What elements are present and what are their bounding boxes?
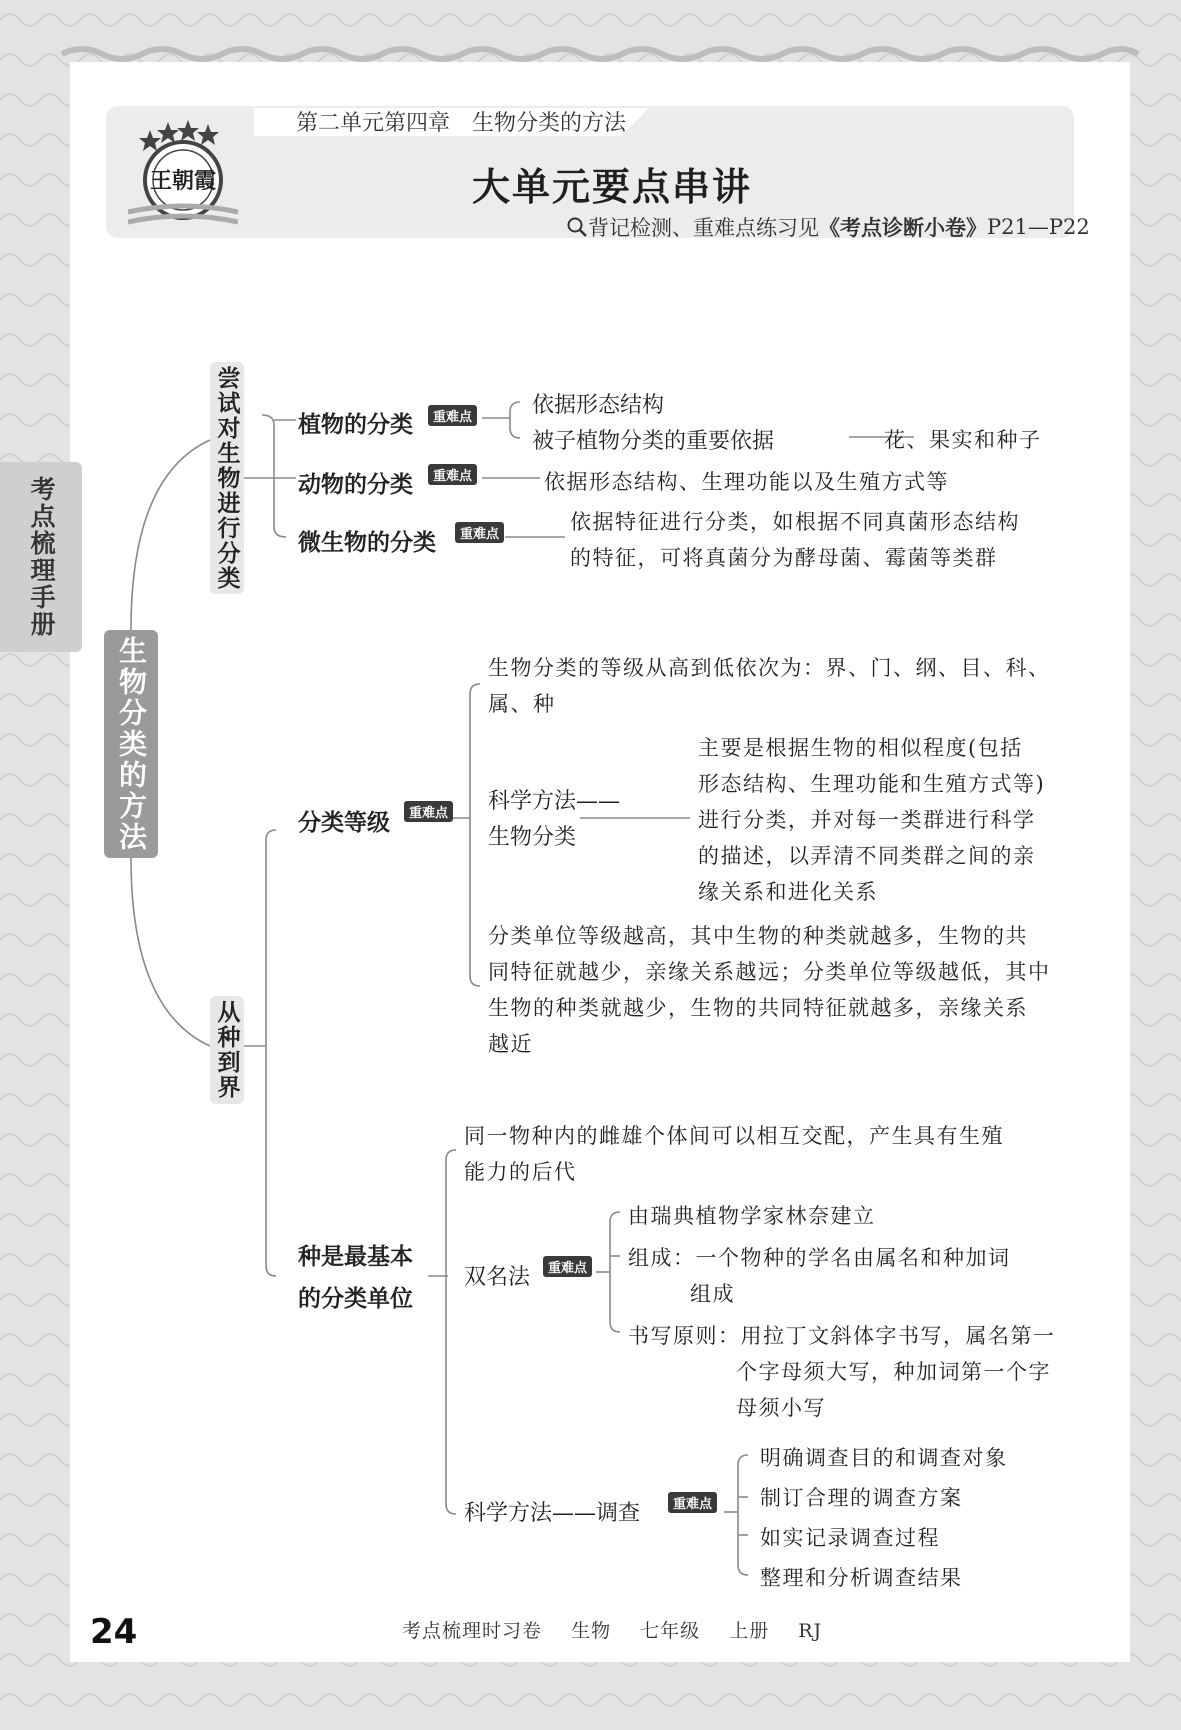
footer-edition: RJ (798, 1620, 823, 1642)
key-badge: 重难点 (543, 1256, 592, 1277)
microbe-classification: 微生物的分类 (298, 530, 436, 556)
key-badge: 重难点 (668, 1492, 717, 1513)
section1-title: 尝试对生物进行分类 (213, 365, 240, 591)
page-number: 24 (90, 1612, 138, 1652)
plant-basis-angiosperm: 被子植物分类的重要依据 (532, 429, 775, 454)
section1-node (210, 362, 244, 594)
binomial-write-line3: 母须小写 (736, 1396, 826, 1420)
classification-levels: 分类等级 (298, 810, 390, 836)
binomial-write-line1: 书写原则：用拉丁文斜体字书写，属名第一 (628, 1324, 1056, 1348)
key-badge: 重难点 (455, 522, 504, 543)
survey-step: 如实记录调查过程 (760, 1526, 940, 1550)
reference-prefix: 背记检测、重难点练习见 (588, 216, 819, 240)
rank-line: 同特征就越少，亲缘关系越远；分类单位等级越低，其中 (488, 960, 1051, 984)
method-line: 形态结构、生理功能和生殖方式等) (698, 772, 1046, 796)
survey-step: 明确调查目的和调查对象 (760, 1446, 1008, 1470)
rank-line: 分类单位等级越高，其中生物的种类就越多，生物的共 (488, 924, 1028, 948)
root-node (104, 630, 158, 858)
key-badge: 重难点 (404, 801, 453, 822)
binomial-founder: 由瑞典植物学家林奈建立 (628, 1204, 876, 1228)
section2-title: 从种到界 (213, 1000, 240, 1100)
binomial-label: 双名法 (464, 1265, 531, 1290)
footer-subject: 生物 (571, 1620, 612, 1642)
key-badge: 重难点 (428, 405, 477, 426)
chapter-title: 第二单元第四章 生物分类的方法 (296, 111, 627, 136)
side-tab-label: 考点梳理手册 (27, 476, 56, 638)
survey-label: 科学方法——调查 (464, 1501, 641, 1526)
microbe-line2: 的特征，可将真菌分为酵母菌、霉菌等类群 (570, 546, 998, 570)
plant-basis-detail: 花、果实和种子 (884, 428, 1042, 452)
logo-text: 王朝霞 (149, 168, 217, 194)
species-def-line2: 能力的后代 (464, 1160, 577, 1184)
root-label: 生物分类的方法 (115, 635, 148, 853)
method-line: 缘关系和进化关系 (698, 880, 878, 904)
method-line: 进行分类，并对每一类群进行科学 (698, 808, 1036, 832)
animal-classification: 动物的分类 (298, 472, 413, 498)
method-line: 的描述，以弄清不同类群之间的亲 (698, 844, 1036, 868)
plant-classification: 植物的分类 (298, 412, 413, 438)
species-label-1: 种是最基本 (298, 1244, 413, 1270)
rank-line: 生物的种类就越少，生物的共同特征就越多，亲缘关系 (488, 996, 1028, 1020)
levels-order-line1: 生物分类的等级从高到低依次为：界、门、纲、目、科、 (488, 656, 1051, 680)
binomial-comp-line2: 组成 (690, 1282, 735, 1306)
animal-basis: 依据形态结构、生理功能以及生殖方式等 (544, 470, 949, 494)
species-def-line1: 同一物种内的雌雄个体间可以相互交配，产生具有生殖 (464, 1124, 1004, 1148)
species-label-2: 的分类单位 (298, 1286, 413, 1312)
survey-step: 制订合理的调查方案 (760, 1486, 963, 1510)
key-badge: 重难点 (428, 464, 477, 485)
page-title: 大单元要点串讲 (472, 165, 753, 209)
method-label-1: 科学方法—— (488, 789, 621, 814)
section2-node (210, 996, 244, 1104)
footer-volume: 上册 (729, 1620, 770, 1642)
method-label-2: 生物分类 (488, 825, 577, 850)
reference-book: 《考点诊断小卷》 (819, 216, 987, 240)
microbe-line1: 依据特征进行分类，如根据不同真菌形态结构 (570, 510, 1020, 534)
rank-line: 越近 (488, 1032, 533, 1056)
reference-pages: P21—P22 (987, 215, 1090, 239)
footer-grade: 七年级 (640, 1620, 701, 1642)
binomial-write-line2: 个字母须大写，种加词第一个字 (736, 1360, 1051, 1384)
plant-basis-morphology: 依据形态结构 (532, 393, 665, 418)
survey-step: 整理和分析调查结果 (760, 1566, 963, 1590)
levels-order-line2: 属、种 (488, 692, 556, 716)
method-line: 主要是根据生物的相似程度(包括 (698, 736, 1023, 760)
footer-book: 考点梳理时习卷 (402, 1620, 543, 1642)
binomial-comp-line1: 组成：一个物种的学名由属名和种加词 (628, 1246, 1011, 1270)
footer-info (402, 1616, 844, 1643)
